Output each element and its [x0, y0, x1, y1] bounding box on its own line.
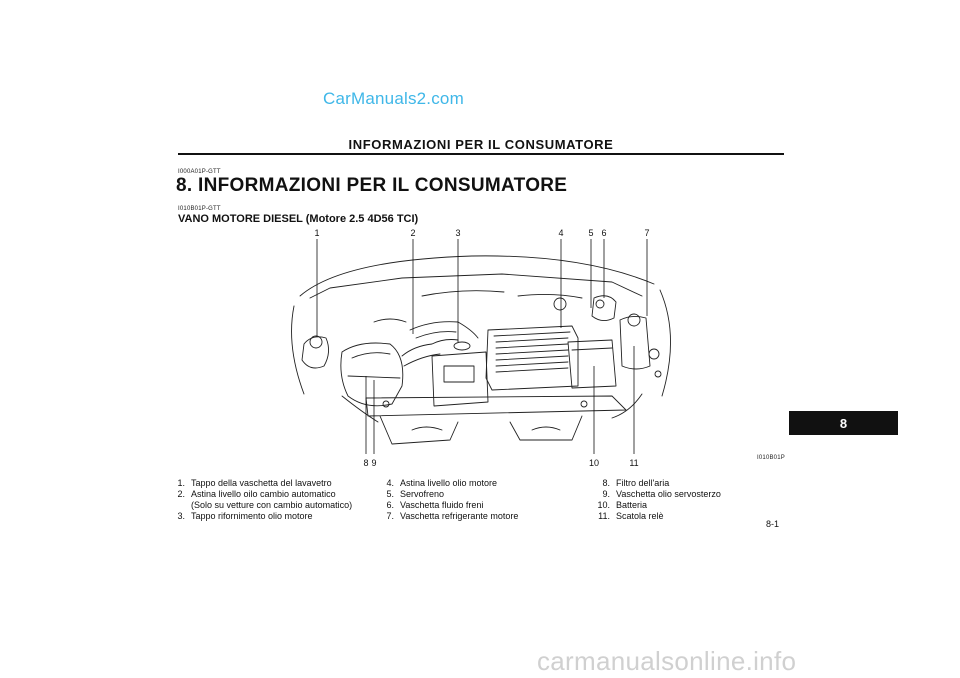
- legend-item: 8. Filtro dell'aria: [602, 478, 670, 488]
- callout-2: 2: [410, 228, 416, 238]
- legend-item: 10. Batteria: [597, 500, 648, 510]
- callout-8: 8: [363, 458, 369, 468]
- legend-column-1: [175, 478, 352, 522]
- callout-9: 9: [371, 458, 377, 468]
- legend-item: 6. Vaschetta fluido freni: [386, 500, 484, 510]
- callout-11: 11: [629, 458, 639, 468]
- legend-item: (Solo su vetture con cambio automatico): [191, 500, 353, 510]
- legend-column-2: [384, 478, 518, 522]
- legend-item: 3. Tappo rifornimento olio motore: [177, 511, 313, 521]
- callout-1: 1: [314, 228, 320, 238]
- legend-item: 9. Vaschetta olio servosterzo: [602, 489, 721, 499]
- callout-5: 5: [588, 228, 594, 238]
- legend-item: 11. Scatola relè: [598, 511, 664, 521]
- legend-item: 7. Vaschetta refrigerante motore: [386, 511, 519, 521]
- callout-3: 3: [455, 228, 461, 238]
- watermark-carmanualsonline[interactable]: carmanualsonline.info: [537, 646, 797, 676]
- section-title: VANO MOTORE DIESEL (Motore 2.5 4D56 TCI): [178, 213, 419, 225]
- page-number: 8-1: [766, 519, 780, 529]
- engine-bay-figure: [282, 226, 682, 474]
- callout-4: 4: [558, 228, 564, 238]
- running-header: INFORMAZIONI PER IL CONSUMATORE: [348, 137, 614, 152]
- legend-column-3: [592, 478, 721, 522]
- callout-7: 7: [644, 228, 650, 238]
- header-rule: [178, 153, 784, 155]
- chapter-code: I000A01P-GTT: [178, 169, 221, 175]
- legend-item: 1. Tappo della vaschetta del lavavetro: [177, 478, 332, 488]
- legend-item: 4. Astina livello olio motore: [386, 478, 498, 488]
- chapter-title: 8. INFORMAZIONI PER IL CONSUMATORE: [176, 175, 568, 196]
- callout-10: 10: [588, 458, 600, 468]
- legend-item: 5. Servofreno: [386, 489, 445, 499]
- section-code: I010B01P-GTT: [178, 206, 221, 212]
- callout-6: 6: [601, 228, 607, 238]
- chapter-tab[interactable]: 8: [789, 411, 898, 435]
- watermark-carmanuals2[interactable]: CarManuals2.com: [323, 89, 464, 108]
- figure-code: I010B01P: [757, 455, 785, 461]
- legend-item: 2. Astina livello oilo cambio automatico: [177, 489, 336, 499]
